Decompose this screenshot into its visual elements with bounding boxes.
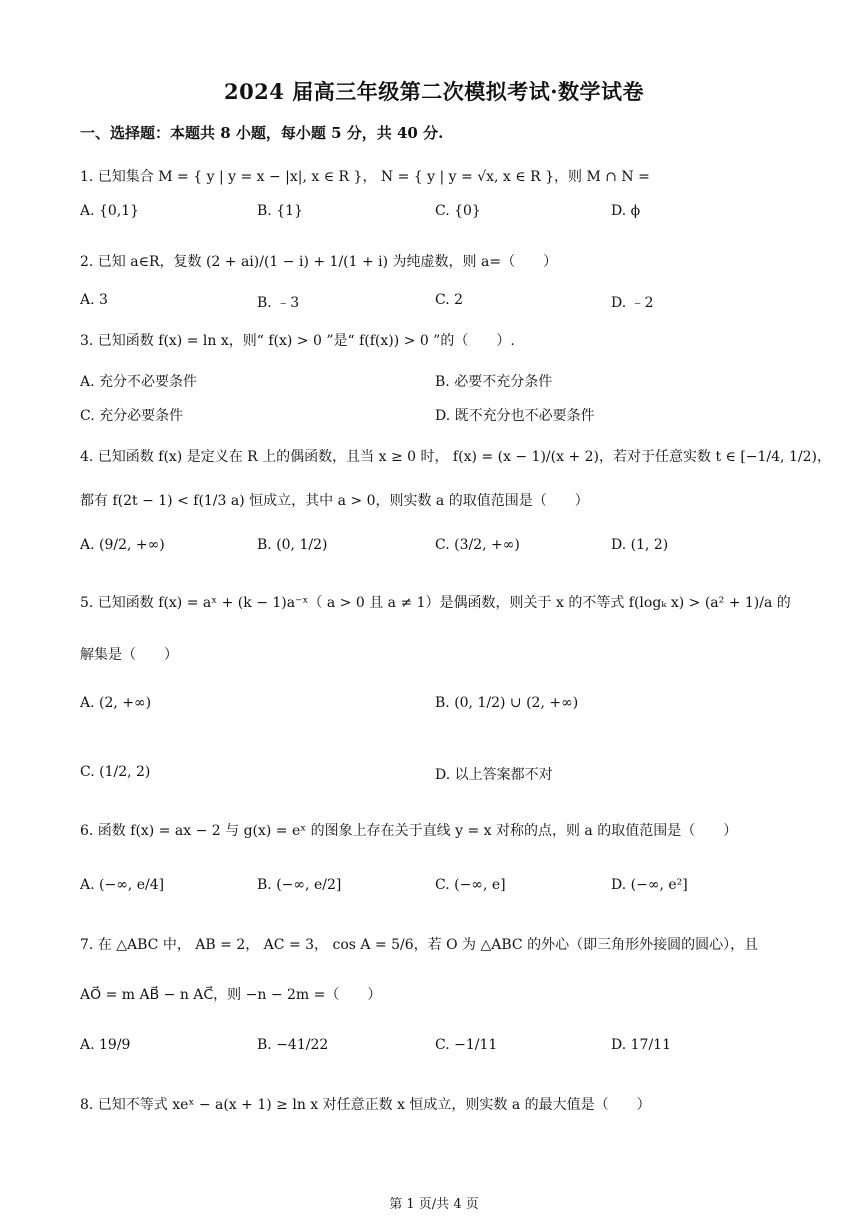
question-2-option-a: A. 3 (80, 292, 108, 308)
question-2-option-c: C. 2 (435, 292, 464, 308)
question-7-option-a: A. 19/9 (80, 1037, 131, 1053)
question-5-option-b: B. (0, 1/2) ∪ (2, +∞) (435, 695, 579, 711)
question-1-option-c: C. {0} (435, 203, 481, 219)
question-6-stem: 6. 函数 f(x) = ax − 2 与 g(x) = eˣ 的图象上存在关于直线 y = x 对称的点，则 a 的取值范围是（ ） (80, 823, 738, 839)
question-7-stem-cont: AO⃗ = m AB⃗ − n AC⃗，则 −n − 2m =（ ） (80, 987, 382, 1003)
question-6-option-a: A. (−∞, e/4] (80, 877, 165, 893)
question-5-option-c: C. (1/2, 2) (80, 764, 151, 780)
question-6-option-c: C. (−∞, e] (435, 877, 506, 893)
question-1-stem: 1. 已知集合 M = { y | y = x − |x|, x ∈ R }， N = { y | y = √x, x ∈ R }，则 M ∩ N = (80, 169, 650, 185)
section-heading: 一、选择题：本题共 8 小题，每小题 5 分，共 40 分. (80, 124, 444, 142)
page-title: 2024 届高三年级第二次模拟考试·数学试卷 (223, 79, 645, 104)
question-4-option-b: B. (0, 1/2) (257, 537, 328, 553)
question-5-option-d: D. 以上答案都不对 (435, 767, 553, 783)
question-7-stem: 7. 在 △ABC 中， AB = 2， AC = 3， cos A = 5/6，若 O 为 △ABC 的外心（即三角形外接圆的圆心），且 (80, 937, 759, 953)
question-7-option-c: C. −1/11 (435, 1037, 498, 1053)
question-5-option-a: A. (2, +∞) (80, 695, 152, 711)
question-5-stem-cont: 解集是（ ） (80, 647, 178, 663)
page-footer: 第 1 页/共 4 页 (389, 1197, 479, 1212)
question-6-option-b: B. (−∞, e/2] (257, 877, 342, 893)
question-5-stem: 5. 已知函数 f(x) = aˣ + (k − 1)a⁻ˣ（ a > 0 且 a ≠ 1）是偶函数，则关于 x 的不等式 f(logₖ x) > (a² + 1)/a 的 (80, 595, 791, 611)
question-4-option-d: D. (1, 2) (611, 537, 669, 553)
question-3-option-a: A. 充分不必要条件 (80, 374, 198, 390)
question-1-option-b: B. {1} (257, 203, 303, 219)
question-2-option-d: D. ﹣2 (611, 295, 654, 311)
question-1-option-a: A. {0,1} (80, 203, 140, 219)
question-7-option-d: D. 17/11 (611, 1037, 671, 1053)
question-4-option-c: C. (3/2, +∞) (435, 537, 520, 553)
question-8-stem: 8. 已知不等式 xeˣ − a(x + 1) ≥ ln x 对任意正数 x 恒成立，则实数 a 的最大值是（ ） (80, 1097, 651, 1113)
question-7-option-b: B. −41/22 (257, 1037, 329, 1053)
question-4-stem: 4. 已知函数 f(x) 是定义在 R 上的偶函数，且当 x ≥ 0 时， f(x) = (x − 1)/(x + 2)，若对于任意实数 t ∈ [−1/4, 1/2)， (80, 449, 831, 465)
question-3-option-d: D. 既不充分也不必要条件 (435, 408, 595, 424)
question-3-option-c: C. 充分必要条件 (80, 408, 184, 424)
question-4-option-a: A. (9/2, +∞) (80, 537, 165, 553)
question-4-stem-cont: 都有 f(2t − 1) < f(1/3 a) 恒成立，其中 a > 0，则实数 a 的取值范围是（ ） (80, 493, 589, 509)
question-2-stem: 2. 已知 a∈R，复数 (2 + ai)/(1 − i) + 1/(1 + i) 为纯虚数，则 a=（ ） (80, 254, 558, 270)
question-3-option-b: B. 必要不充分条件 (435, 374, 553, 390)
question-1-option-d: D. ϕ (611, 203, 641, 219)
question-2-option-b: B. ﹣3 (257, 295, 300, 311)
question-3-stem: 3. 已知函数 f(x) = ln x，则“ f(x) > 0 ”是“ f(f(x)) > 0 ”的（ ）. (80, 333, 515, 349)
question-6-option-d: D. (−∞, e²] (611, 877, 688, 893)
